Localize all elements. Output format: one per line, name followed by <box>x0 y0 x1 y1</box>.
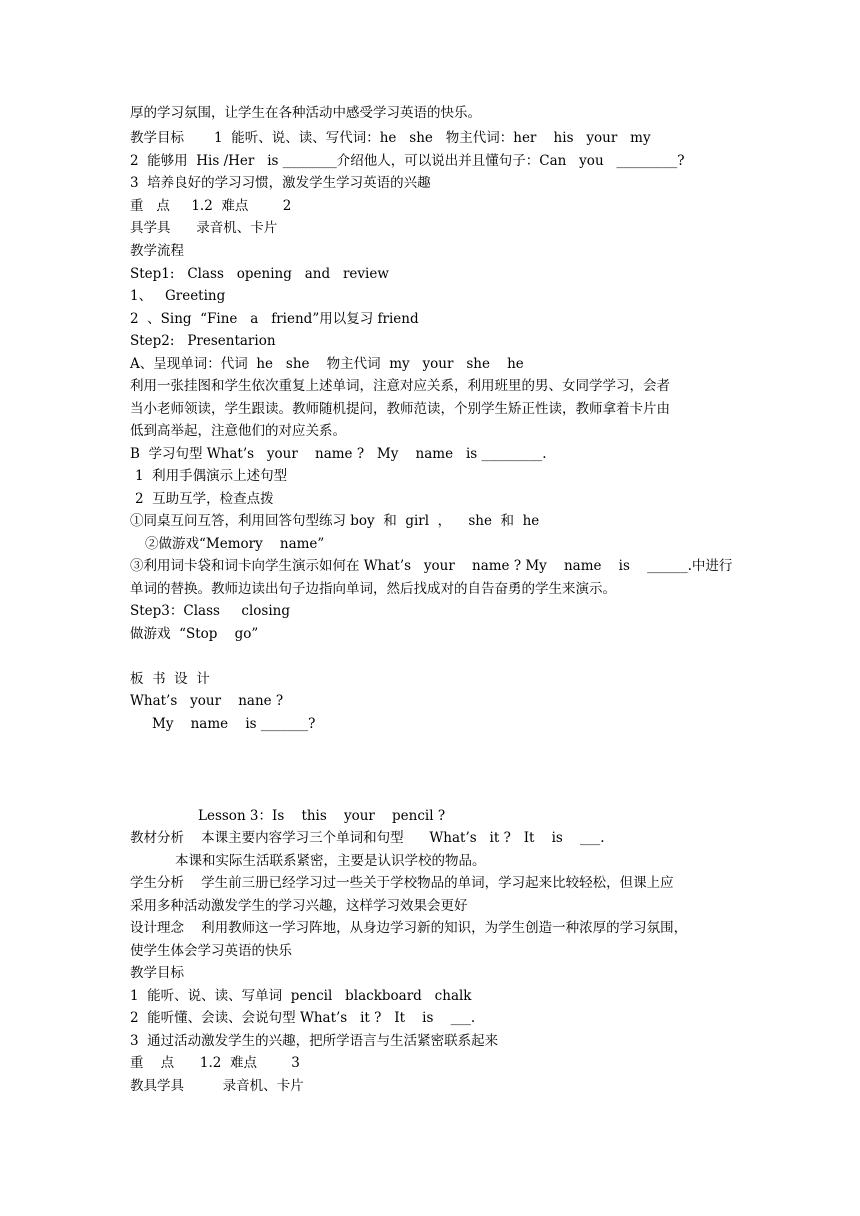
text-line: 当小老师领读，学生跟读。教师随机提问，教师范读，个别学生矫正性读，教师拿着卡片由 <box>130 401 670 417</box>
text-line: 重 点 1.2 难点 3 <box>130 1055 300 1071</box>
text-line: A、呈现单词：代词 he she 物主代词 my your she he <box>130 356 524 372</box>
text-line: 2 、Sing “Fine a friend”用以复习 friend <box>130 311 419 327</box>
text-line: 3 培养良好的学习习惯，激发学生学习英语的兴趣 <box>130 175 431 191</box>
text-line: Step3：Class closing <box>130 603 290 619</box>
text-line: 1 能听、说、读、写单词 pencil blackboard chalk <box>130 988 472 1004</box>
text-line: ②做游戏“Memory name” <box>145 536 325 552</box>
text-line: 本课和实际生活联系紧密，主要是认识学校的物品。 <box>175 853 486 869</box>
section-heading: 教学目标 <box>130 965 184 981</box>
text-line: 教具学具 录音机、卡片 <box>130 1078 304 1094</box>
text-line: 3 通过活动激发学生的兴趣，把所学语言与生活紧密联系起来 <box>130 1033 499 1049</box>
text-line: 单词的替换。教师边读出句子边指向单词，然后找成对的自告奋勇的学生来演示。 <box>130 581 616 597</box>
text-line: B 学习句型 What’s your name ? My name is _________. <box>130 446 547 462</box>
text-line: 利用一张挂图和学生依次重复上述单词，注意对应关系，利用班里的男、女同学学习，会者 <box>130 378 670 394</box>
text-line: 使学生体会学习英语的快乐 <box>130 943 292 959</box>
text-line: 2 能够用 His /Her is ________介绍他人，可以说出并且懂句子：Can you _________? <box>130 153 685 169</box>
text-line: My name is _______? <box>152 716 316 732</box>
text-line: ③利用词卡袋和词卡向学生演示如何在 What’s your name ? My name is ______.中进行 <box>130 558 733 574</box>
text-line: 重 点 1.2 难点 2 <box>130 198 292 214</box>
section-heading: 教学流程 <box>130 243 184 259</box>
text-line: 2 能听懂、会读、会说句型 What’s it ? It is ___. <box>130 1010 476 1026</box>
text-line: 采用多种活动激发学生的学习兴趣，这样学习效果会更好 <box>130 898 468 914</box>
text-line: Step1: Class opening and review <box>130 266 389 282</box>
text-line: What’s your nane ? <box>130 693 284 709</box>
text-line: 做游戏 “Stop go” <box>130 626 259 642</box>
text-line: 1、 Greeting <box>130 288 226 304</box>
text-line: ①同桌互问互答，利用回答句型练习 boy 和 girl ， she 和 he <box>130 513 540 529</box>
text-line: 厚的学习氛围，让学生在各种活动中感受学习英语的快乐。 <box>130 105 481 121</box>
text-line: 设计理念 利用教师这一学习阵地，从身边学习新的知识，为学生创造一种浓厚的学习氛围， <box>130 920 688 936</box>
text-line: 低到高举起，注意他们的对应关系。 <box>130 423 346 439</box>
text-line: 具学具 录音机、卡片 <box>130 220 278 236</box>
text-line: 1 利用手偶演示上述句型 <box>135 468 288 484</box>
text-line: 教材分析 本课主要内容学习三个单词和句型 What’s it ? It is ___. <box>130 830 605 846</box>
text-line: Step2: Presentarion <box>130 333 276 349</box>
lesson-title: Lesson 3：Is this your pencil ? <box>198 808 446 824</box>
text-line: 教学目标 1 能听、说、读、写代词：he she 物主代词：her his your my <box>130 130 651 146</box>
text-line: 2 互助互学，检查点拨 <box>135 491 274 507</box>
text-line: 学生分析 学生前三册已经学习过一些关于学校物品的单词，学习起来比较轻松，但课上应 <box>130 875 674 891</box>
board-design-heading: 板 书 设 计 <box>130 671 210 687</box>
